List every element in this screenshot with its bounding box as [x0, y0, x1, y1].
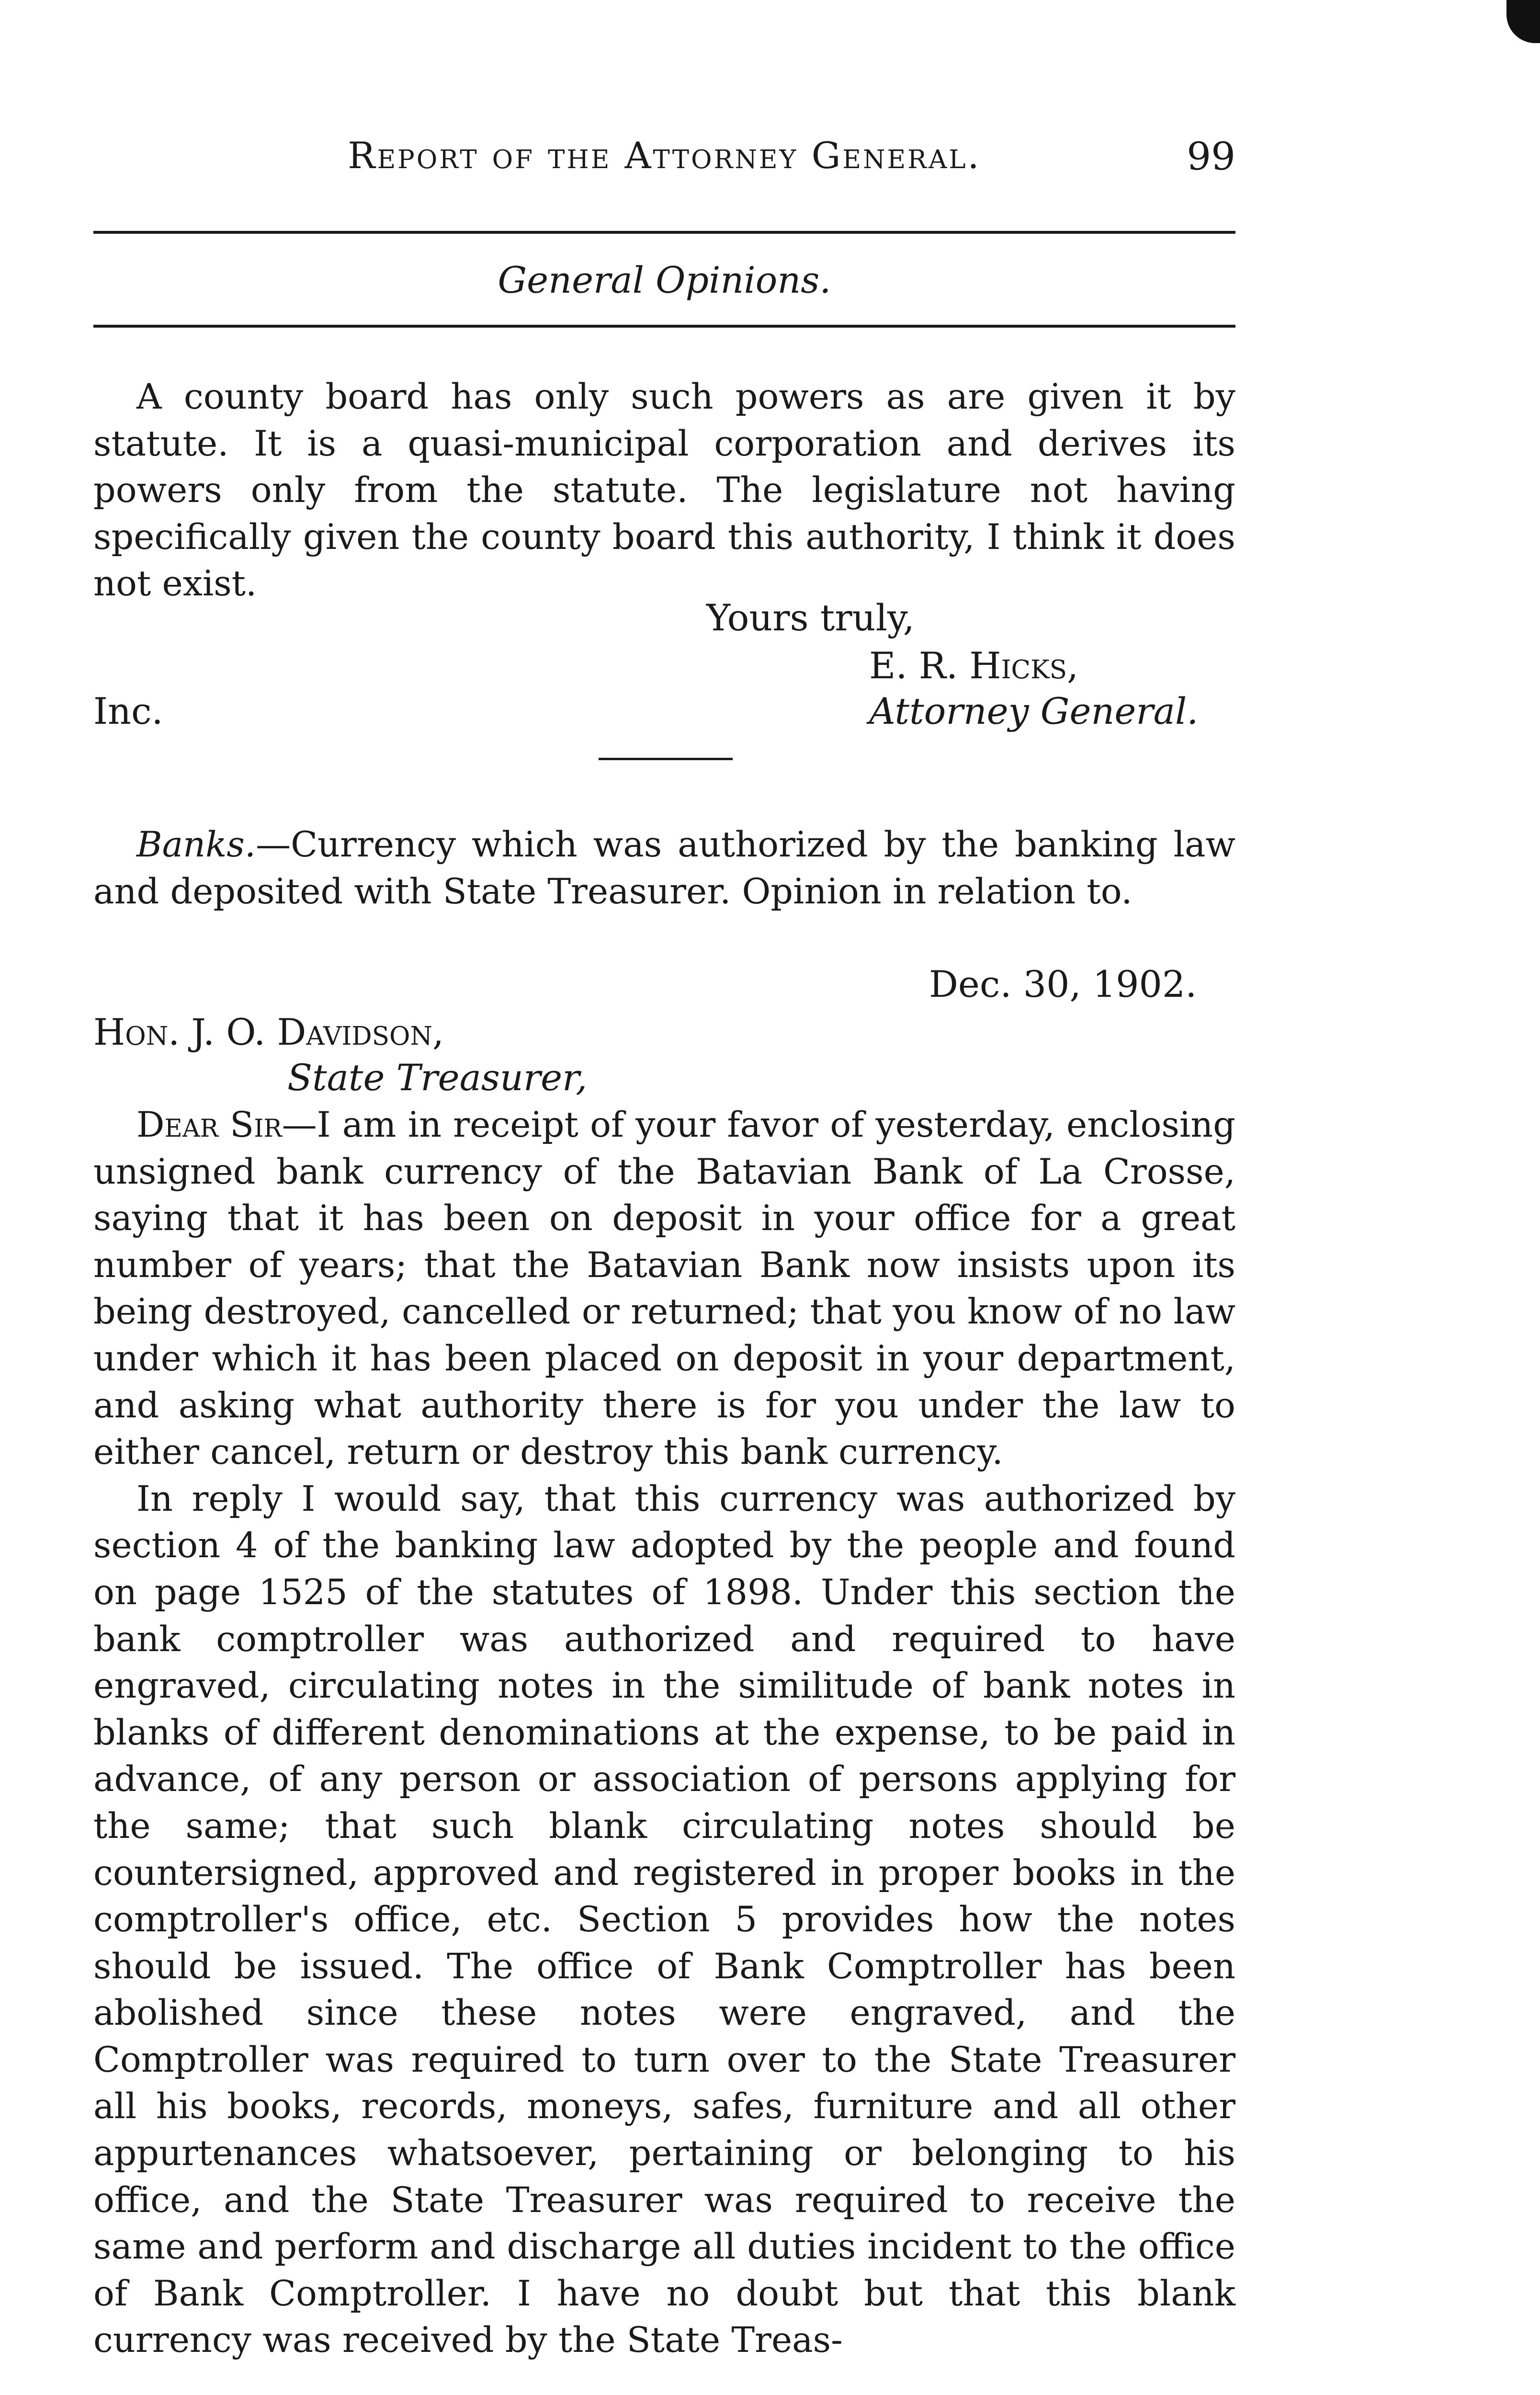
- separator-rule: [599, 758, 733, 760]
- opinion-2-paragraph-1-text: —I am in receipt of your favor of yesterday, enclosing unsigned bank currency of the Batavian Bank of La Crosse, saying that it has been on deposit in your office for a great number of years; that the Batavian Bank now insists upon its being destroyed, cancelled or returned; that you know of no law under which it has been placed on deposit in your department, and asking what authority there is for you under the law to either cancel, return or destroy this bank currency.: [93, 1105, 1236, 1473]
- opinion-1-paragraph: A county board has only such powers as are given it by statute. It is a quasi-municipal corporation and derives its powers only from the statute. The legislature not having specifically given the county board this authority, I think it does not exist.: [93, 376, 1235, 604]
- section-head: General Opinions.: [498, 259, 831, 301]
- running-head: Report of the Attorney General.: [348, 134, 981, 177]
- opinion-2-addressee-title: State Treasurer,: [287, 1056, 588, 1099]
- opinion-1-signer-title: Attorney General.: [869, 690, 1199, 732]
- header-rule-top: [93, 231, 1235, 234]
- opinion-2-topic-keyword: Banks.: [136, 824, 256, 865]
- page-number: 99: [1187, 134, 1235, 179]
- opinion-1-closing: Yours truly,: [706, 596, 915, 639]
- opinion-2-date: Dec. 30, 1902.: [929, 963, 1197, 1005]
- page-corner-mark: [1506, 0, 1540, 43]
- page-header: [93, 134, 1235, 192]
- opinion-1-body: [93, 374, 1235, 607]
- opinion-1-signer: E. R. Hicks,: [869, 644, 1079, 687]
- opinion-2-addressee-name: Hon. J. O. Davidson,: [93, 1011, 444, 1053]
- opinion-2-paragraph-2: In reply I would say, that this currency was authorized by section 4 of the banking law adopted by the people and found on page 1525 of the statutes of 1898. Under this section the bank comptroller was authorized and required to have engraved, circulating notes in the similitude of bank notes in blanks of different denominations at the expense, to be paid in advance, of any person or association of persons applying for the same; that such blank circulating notes should be countersigned, approved and registered in proper books in the comptroller's office, etc. Section 5 provides how the notes should be issued. The office of Bank Comptroller has been abolished since these notes were engraved, and the Comptroller was required to turn over to the State Treasurer all his books, records, moneys, safes, furniture and all other appurtenances whatsoever, pertaining or belonging to his office, and the State Treasurer was required to receive the same and perform and discharge all duties incident to the office of Bank Comptroller. I have no doubt but that this blank currency was received by the State Treas-: [93, 1478, 1235, 2361]
- opinion-2-body: [93, 1102, 1235, 2364]
- opinion-2-topic: [93, 821, 1235, 915]
- opinion-2-salutation: Dear Sir: [136, 1105, 282, 1145]
- opinion-2-topic-description: —Currency which was authorized by the banking law and deposited with State Treasurer. Opinion in relation to.: [93, 824, 1235, 912]
- header-rule-bottom: [93, 325, 1235, 328]
- marginal-note: Inc.: [93, 690, 163, 732]
- opinion-2-paragraph-1: [93, 1102, 1235, 1476]
- opinion-2-headnote: [93, 821, 1235, 915]
